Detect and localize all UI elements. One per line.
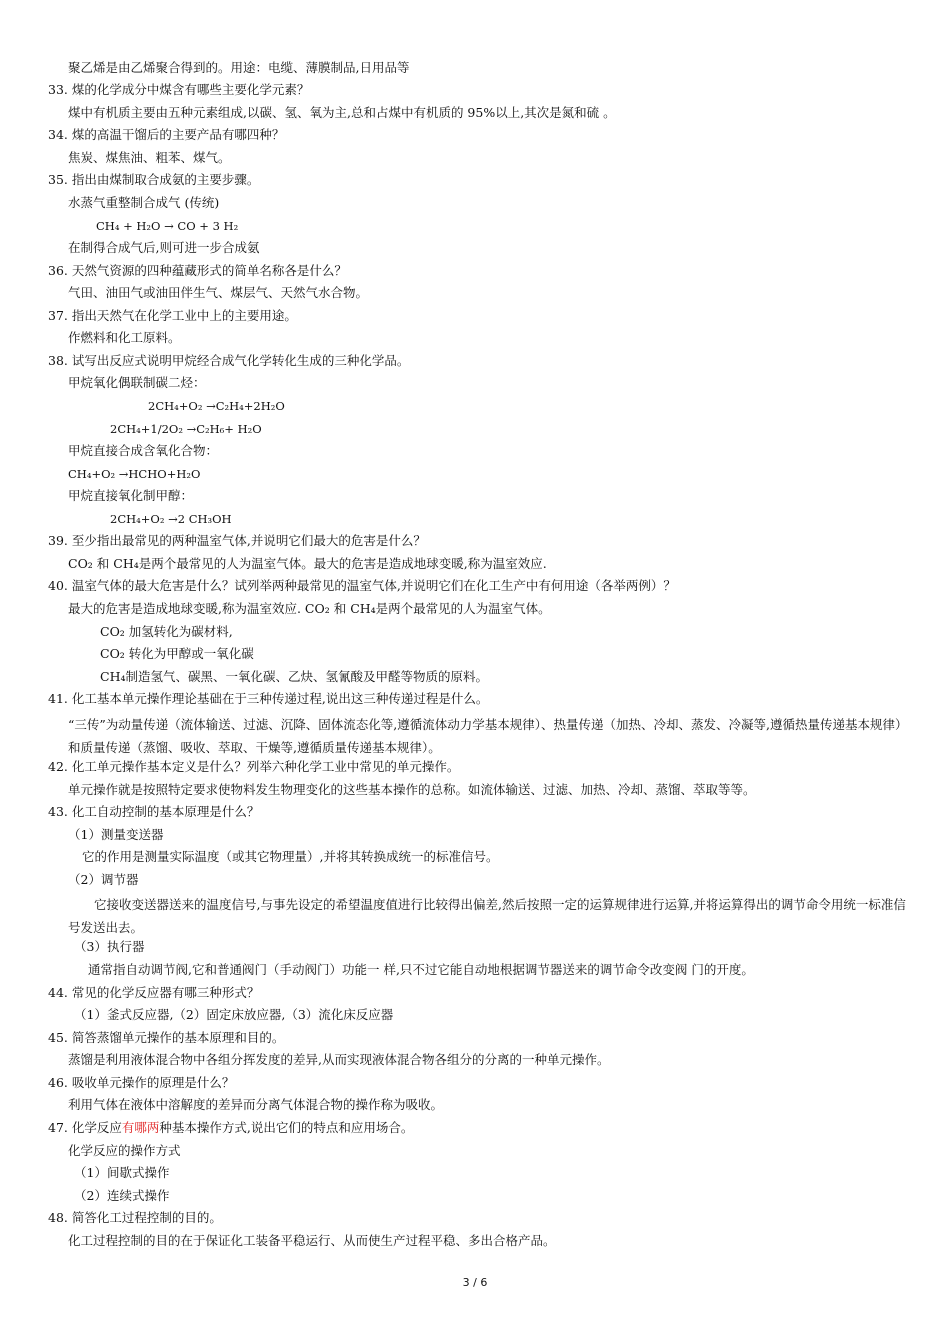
answer-item: （2）调节器 — [68, 872, 139, 887]
answer-item: （2）连续式操作 — [74, 1188, 170, 1203]
highlighted-text: 有哪两 — [121, 1120, 160, 1135]
answer-text: 气田、油田气或油田伴生气、煤层气、天然气水合物。 — [68, 285, 369, 300]
answer-text: 通常指自动调节阀,它和普通阀门（手动阀门）功能一 样,只不过它能自动地根据调节器送来的调节命令改变阀 门的开度。 — [88, 962, 754, 977]
answer-text: 化学反应的操作方式 — [68, 1143, 181, 1158]
question-45: 45. 简答蒸馏单元操作的基本原理和目的。 — [48, 1030, 285, 1045]
question-40: 40. 温室气体的最大危害是什么？试列举两种最常见的温室气体,并说明它们在化工生产中有何用途（各举两例）？ — [48, 578, 676, 593]
question-41: 41. 化工基本单元操作理论基础在于三种传递过程,说出这三种传递过程是什么。 — [48, 691, 489, 706]
answer-text: 在制得合成气后,则可进一步合成氨 — [68, 240, 260, 255]
question-48: 48. 简答化工过程控制的目的。 — [48, 1210, 222, 1225]
question-37: 37. 指出天然气在化学工业中上的主要用途。 — [48, 308, 297, 323]
answer-item: CH₄制造氢气、碳黑、一氧化碳、乙炔、氢氰酸及甲醛等物质的原料。 — [100, 669, 488, 684]
question-39: 39. 至少指出最常见的两种温室气体,并说明它们最大的危害是什么？ — [48, 533, 426, 548]
answer-text: 水蒸气重整制合成气 (传统) — [68, 195, 220, 210]
answer-item: （1）间歇式操作 — [74, 1165, 170, 1180]
answer-text: （1）釜式反应器,（2）固定床放应器,（3）流化床反应器 — [74, 1007, 394, 1022]
answer-text: 甲烷直接氧化制甲醇： — [68, 488, 194, 503]
answer-text: 聚乙烯是由乙烯聚合得到的。用途：电缆、薄膜制品,日用品等 — [68, 60, 410, 75]
equation: 2CH₄+1/2O₂ →C₂H₆+ H₂O — [110, 422, 262, 436]
equation: 2CH₄+O₂ →C₂H₄+2H₂O — [148, 399, 285, 413]
answer-text: CO₂ 和 CH₄是两个最常见的人为温室气体。最大的危害是造成地球变暖,称为温室效应. — [68, 556, 547, 571]
answer-text: 作燃料和化工原料。 — [68, 330, 181, 345]
question-text: 47. 化学反应 — [48, 1120, 122, 1135]
question-34: 34. 煤的高温干馏后的主要产品有哪四种？ — [48, 127, 285, 142]
answer-text: 最大的危害是造成地球变暖,称为温室效应. CO₂ 和 CH₄是两个最常见的人为温室气体。 — [68, 601, 551, 616]
question-text: 种基本操作方式,说出它们的特点和应用场合。 — [159, 1120, 414, 1135]
answer-text: 它的作用是测量实际温度（或其它物理量）,并将其转换成统一的标准信号。 — [82, 849, 499, 864]
answer-item: CO₂ 转化为甲醇或一氧化碳 — [100, 646, 254, 661]
answer-paragraph: 它接收变送器送来的温度信号,与事先设定的希望温度值进行比较得出偏差,然后按照一定的运算规律进行运算,并将运算得出的调节命令用统一标准信号发送出去。 — [68, 897, 906, 935]
answer-paragraph: “三传”为动量传递（流体输送、过滤、沉降、固体流态化等,遵循流体动力学基本规律）、热量传递（加热、冷却、蒸发、冷凝等,遵循热量传递基本规律）和质量传递（蒸馏、吸收、萃取、干燥等,遵循质量传递基本规律）。 — [68, 717, 908, 755]
question-42: 42. 化工单元操作基本定义是什么？列举六种化学工业中常见的单元操作。 — [48, 759, 460, 774]
answer-item: （1）测量变送器 — [68, 827, 164, 842]
question-46: 46. 吸收单元操作的原理是什么？ — [48, 1075, 235, 1090]
question-38: 38. 试写出反应式说明甲烷经合成气化学转化生成的三种化学品。 — [48, 353, 410, 368]
answer-text: 煤中有机质主要由五种元素组成,以碳、氢、氧为主,总和占煤中有机质的 95%以上,其次是氮和硫 。 — [68, 105, 616, 120]
question-47 — [48, 1120, 413, 1136]
answer-text: 焦炭、煤焦油、粗苯、煤气。 — [68, 150, 231, 165]
equation: 2CH₄+O₂ →2 CH₃OH — [110, 512, 232, 526]
equation: CH₄+O₂ →HCHO+H₂O — [68, 467, 201, 481]
answer-text: 甲烷氧化偶联制碳二烃： — [68, 375, 206, 390]
answer-item: CO₂ 加氢转化为碳材料, — [100, 624, 233, 639]
question-43: 43. 化工自动控制的基本原理是什么？ — [48, 804, 260, 819]
equation: CH₄ + H₂O → CO + 3 H₂ — [96, 219, 239, 233]
question-33: 33. 煤的化学成分中煤含有哪些主要化学元素？ — [48, 82, 310, 97]
answer-text: 化工过程控制的目的在于保证化工装备平稳运行、从而使生产过程平稳、多出合格产品。 — [68, 1233, 556, 1248]
question-36: 36. 天然气资源的四种蕴藏形式的简单名称各是什么？ — [48, 263, 347, 278]
answer-text: 单元操作就是按照特定要求使物料发生物理变化的这些基本操作的总称。如流体输送、过滤、加热、冷却、蒸馏、萃取等等。 — [68, 782, 756, 797]
question-44: 44. 常见的化学反应器有哪三种形式？ — [48, 985, 260, 1000]
question-35: 35. 指出由煤制取合成氨的主要步骤。 — [48, 172, 260, 187]
page-number: 3 / 6 — [462, 1276, 488, 1289]
answer-text: 蒸馏是利用液体混合物中各组分挥发度的差异,从而实现液体混合物各组分的分离的一种单元操作。 — [68, 1052, 610, 1067]
answer-item: （3）执行器 — [74, 939, 145, 954]
answer-text: 利用气体在液体中溶解度的差异而分离气体混合物的操作称为吸收。 — [68, 1097, 444, 1112]
answer-text: 甲烷直接合成含氧化合物： — [68, 443, 219, 458]
